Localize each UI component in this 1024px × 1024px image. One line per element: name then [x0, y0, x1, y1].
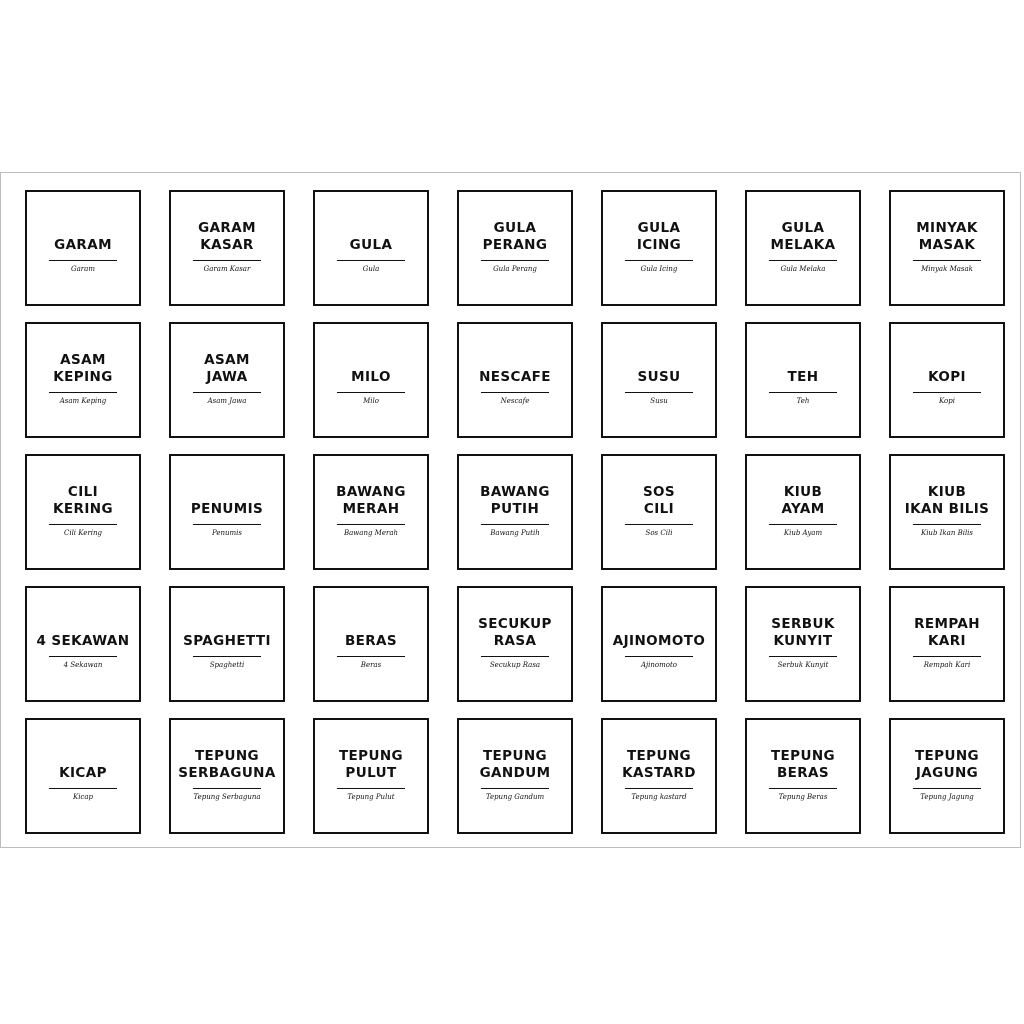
label-title: NESCAFE	[479, 369, 551, 385]
pantry-label	[745, 322, 861, 438]
label-divider	[913, 524, 981, 525]
label-subtitle: Penumis	[211, 529, 243, 537]
label-title: MILO	[351, 369, 391, 385]
pantry-label	[601, 454, 717, 570]
label-title: TEPUNG JAGUNG	[914, 748, 980, 781]
pantry-label	[889, 454, 1005, 570]
label-title: KOPI	[928, 369, 966, 385]
label-divider	[337, 260, 405, 261]
label-divider	[481, 392, 549, 393]
label-subtitle: Garam	[71, 265, 95, 273]
label-title: GARAM KASAR	[198, 220, 256, 253]
label-title: ASAM KEPING	[53, 352, 113, 385]
label-title: KIUB IKAN BILIS	[904, 484, 990, 517]
label-title: MINYAK MASAK	[916, 220, 978, 253]
pantry-label	[169, 190, 285, 306]
label-divider	[769, 392, 837, 393]
label-divider	[913, 260, 981, 261]
label-subtitle: Beras	[360, 661, 382, 669]
pantry-label	[745, 718, 861, 834]
label-divider	[625, 656, 693, 657]
label-title: BAWANG PUTIH	[480, 484, 550, 517]
label-title: GARAM	[54, 237, 112, 253]
label-divider	[481, 260, 549, 261]
pantry-label	[601, 322, 717, 438]
label-divider	[625, 524, 693, 525]
pantry-label	[457, 454, 573, 570]
label-title: 4 SEKAWAN	[36, 633, 130, 649]
pantry-label	[601, 586, 717, 702]
label-subtitle: Garam Kasar	[203, 265, 251, 273]
label-subtitle: Teh	[796, 397, 810, 405]
label-subtitle: Nescafe	[500, 397, 530, 405]
pantry-label	[457, 322, 573, 438]
label-title: ASAM JAWA	[204, 352, 250, 385]
label-divider	[193, 788, 261, 789]
label-subtitle: Cili Kering	[63, 529, 103, 537]
pantry-label	[313, 718, 429, 834]
label-subtitle: Tepung Jagung	[920, 793, 974, 801]
label-subtitle: Rempah Kari	[923, 661, 971, 669]
label-title: TEPUNG KASTARD	[622, 748, 696, 781]
label-title: BAWANG MERAH	[336, 484, 406, 517]
label-title: KIUB AYAM	[781, 484, 825, 517]
label-divider	[193, 656, 261, 657]
label-title: CILI KERING	[53, 484, 113, 517]
label-subtitle: Tepung Serbaguna	[193, 793, 261, 801]
label-divider	[625, 788, 693, 789]
label-divider	[193, 260, 261, 261]
label-title: PENUMIS	[190, 501, 264, 517]
label-title: TEPUNG BERAS	[770, 748, 836, 781]
label-subtitle: Milo	[363, 397, 379, 405]
label-subtitle: Asam Jawa	[207, 397, 247, 405]
pantry-label	[601, 718, 717, 834]
label-divider	[49, 656, 117, 657]
pantry-label	[457, 586, 573, 702]
label-subtitle: Tepung Gandum	[485, 793, 545, 801]
pantry-label	[25, 718, 141, 834]
label-divider	[337, 656, 405, 657]
label-divider	[337, 392, 405, 393]
label-title: TEPUNG GANDUM	[479, 748, 551, 781]
label-divider	[481, 788, 549, 789]
label-title: TEH	[787, 369, 819, 385]
label-divider	[481, 656, 549, 657]
label-divider	[769, 260, 837, 261]
label-divider	[481, 524, 549, 525]
label-divider	[625, 260, 693, 261]
label-subtitle: Susu	[650, 397, 668, 405]
label-divider	[769, 788, 837, 789]
pantry-label	[889, 190, 1005, 306]
label-subtitle: Sos Cili	[645, 529, 673, 537]
label-title: GULA MELAKA	[770, 220, 836, 253]
label-title: SOS CILI	[642, 484, 676, 517]
label-subtitle: Gula Icing	[640, 265, 678, 273]
label-grid	[25, 190, 1005, 834]
label-divider	[913, 788, 981, 789]
label-title: SPAGHETTI	[183, 633, 271, 649]
label-title: SERBUK KUNYIT	[771, 616, 835, 649]
label-title: TEPUNG PULUT	[338, 748, 404, 781]
label-divider	[625, 392, 693, 393]
label-title: KICAP	[59, 765, 107, 781]
label-divider	[193, 392, 261, 393]
label-title: GULA	[349, 237, 393, 253]
label-subtitle: Kicap	[72, 793, 94, 801]
pantry-label	[169, 718, 285, 834]
label-subtitle: Ajinomoto	[640, 661, 678, 669]
pantry-label	[889, 718, 1005, 834]
label-subtitle: Gula	[362, 265, 380, 273]
pantry-label	[457, 190, 573, 306]
label-divider	[49, 392, 117, 393]
label-title: BERAS	[344, 633, 398, 649]
label-subtitle: Asam Keping	[59, 397, 107, 405]
label-divider	[337, 788, 405, 789]
label-title: GULA ICING	[636, 220, 682, 253]
label-subtitle: Tepung Pulut	[347, 793, 395, 801]
label-sheet	[0, 172, 1021, 848]
label-title: TEPUNG SERBAGUNA	[178, 748, 276, 781]
label-subtitle: Gula Perang	[493, 265, 537, 273]
label-divider	[193, 524, 261, 525]
label-divider	[913, 656, 981, 657]
label-subtitle: Kopi	[939, 397, 955, 405]
label-divider	[769, 656, 837, 657]
label-divider	[49, 788, 117, 789]
pantry-label	[169, 454, 285, 570]
label-divider	[337, 524, 405, 525]
pantry-label	[457, 718, 573, 834]
label-subtitle: Bawang Merah	[343, 529, 399, 537]
pantry-label	[889, 322, 1005, 438]
label-divider	[49, 524, 117, 525]
label-divider	[49, 260, 117, 261]
pantry-label	[601, 190, 717, 306]
pantry-label	[745, 190, 861, 306]
pantry-label	[25, 586, 141, 702]
pantry-label	[745, 586, 861, 702]
label-subtitle: Kiub Ikan Bilis	[920, 529, 974, 537]
label-title: GULA PERANG	[482, 220, 548, 253]
label-subtitle: Serbuk Kunyit	[777, 661, 829, 669]
pantry-label	[313, 454, 429, 570]
label-subtitle: Minyak Masak	[921, 265, 973, 273]
label-title: AJINOMOTO	[612, 633, 706, 649]
label-subtitle: Gula Melaka	[780, 265, 826, 273]
label-title: REMPAH KARI	[914, 616, 980, 649]
pantry-label	[745, 454, 861, 570]
label-subtitle: Spaghetti	[209, 661, 245, 669]
label-divider	[913, 392, 981, 393]
pantry-label	[889, 586, 1005, 702]
pantry-label	[313, 190, 429, 306]
label-divider	[769, 524, 837, 525]
pantry-label	[169, 586, 285, 702]
pantry-label	[169, 322, 285, 438]
pantry-label	[313, 322, 429, 438]
label-subtitle: Kiub Ayam	[783, 529, 823, 537]
label-subtitle: Secukup Rasa	[489, 661, 541, 669]
label-title: SECUKUP RASA	[478, 616, 552, 649]
label-subtitle: 4 Sekawan	[63, 661, 103, 669]
pantry-label	[25, 190, 141, 306]
label-subtitle: Bawang Putih	[490, 529, 540, 537]
label-title: SUSU	[637, 369, 681, 385]
label-subtitle: Tepung Beras	[778, 793, 828, 801]
pantry-label	[313, 586, 429, 702]
pantry-label	[25, 322, 141, 438]
label-subtitle: Tepung kastard	[631, 793, 687, 801]
pantry-label	[25, 454, 141, 570]
